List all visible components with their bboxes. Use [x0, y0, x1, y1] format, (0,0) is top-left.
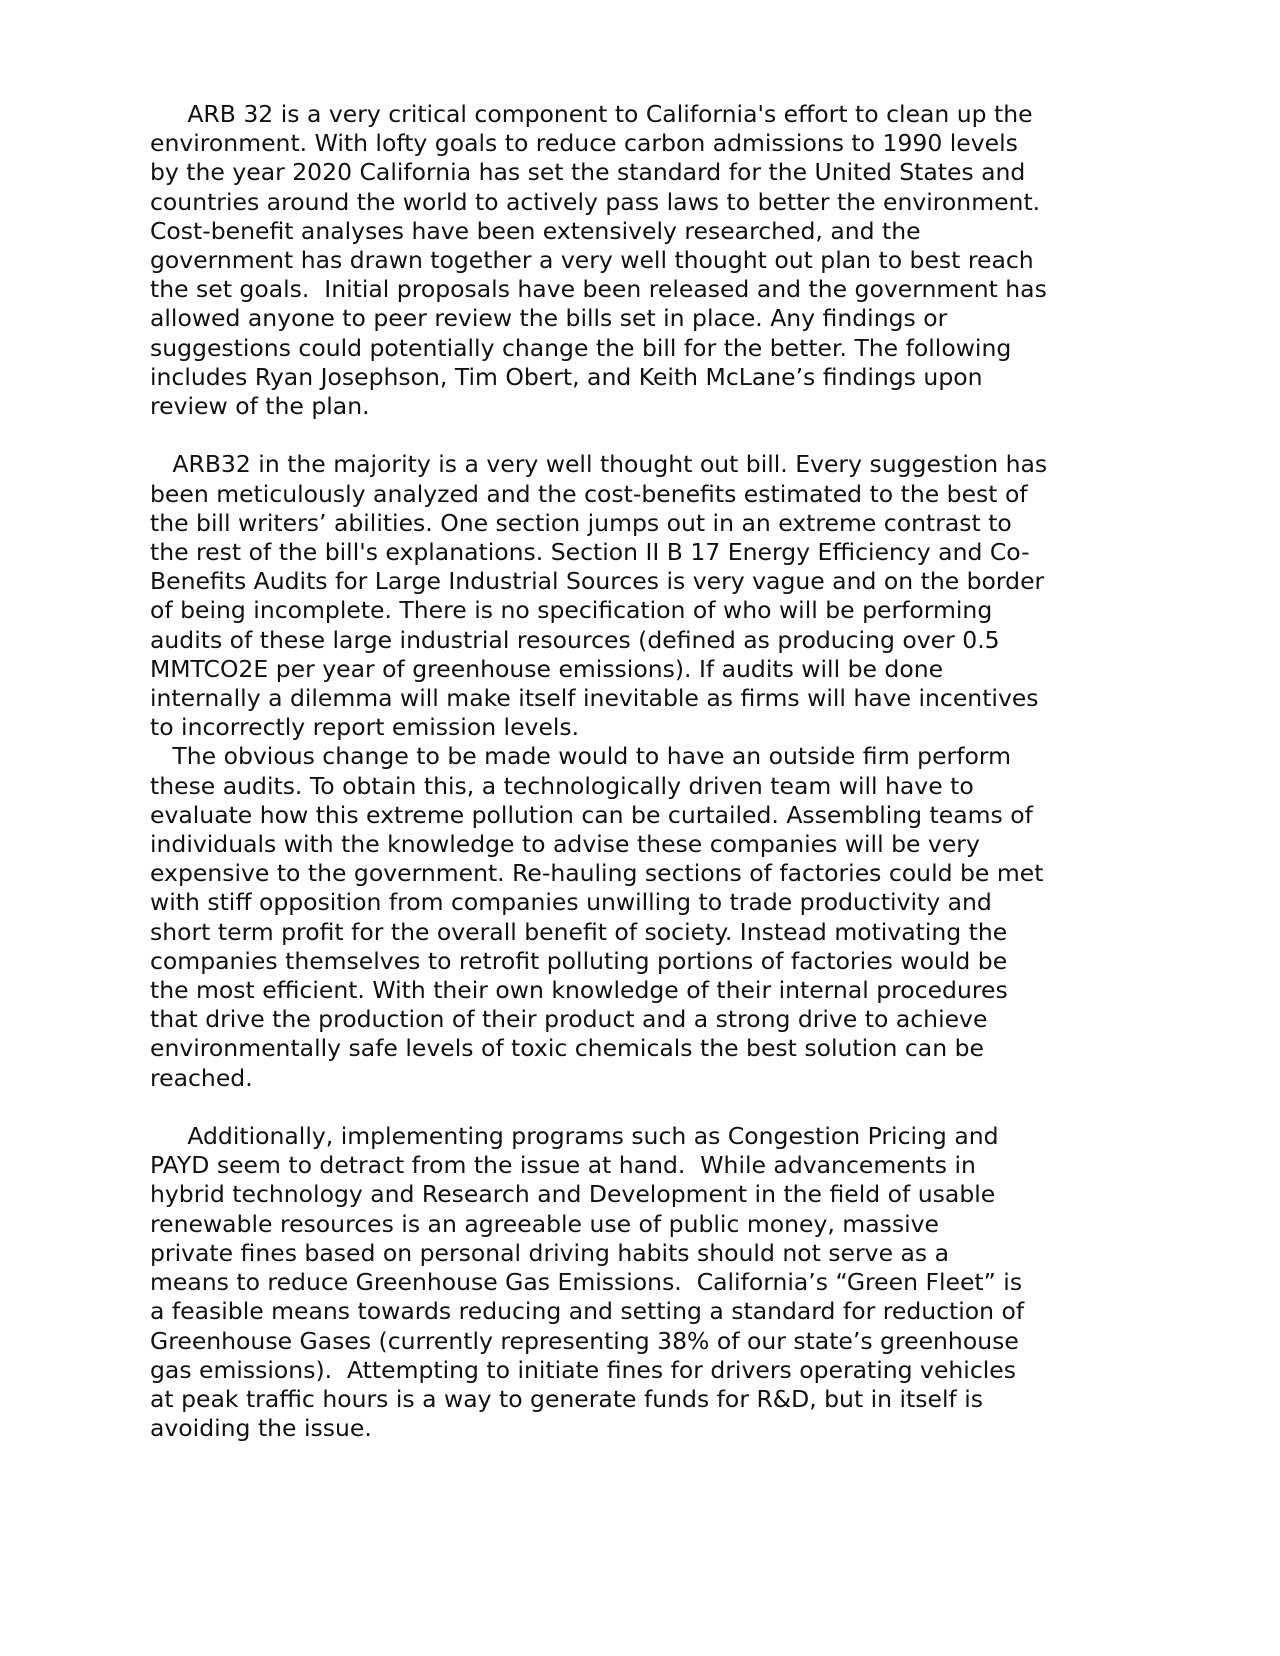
text-line: environment. With lofty goals to reduce carbon admissions to 1990 levels: [150, 129, 1018, 158]
paragraph-spacer: [150, 421, 1150, 450]
text-line: companies themselves to retrofit polluting portions of factories would be: [150, 946, 1008, 975]
text-line: environmentally safe levels of toxic chemicals the best solution can be: [150, 1034, 984, 1063]
text-line: ARB 32 is a very critical component to California's effort to clean up the: [150, 100, 1033, 128]
text-line: the rest of the bill's explanations. Section II B 17 Energy Efficiency and Co-: [150, 538, 1030, 567]
paragraph-spacer: [150, 1093, 1150, 1122]
text-line: Greenhouse Gases (currently representing 38% of our state’s greenhouse: [150, 1326, 1019, 1355]
text-line: audits of these large industrial resources (defined as producing over 0.5: [150, 625, 1000, 654]
text-line: renewable resources is an agreeable use of public money, massive: [150, 1209, 939, 1238]
text-line: means to reduce Greenhouse Gas Emissions. California’s “Green Fleet” is: [150, 1268, 1023, 1297]
text-line: government has drawn together a very well thought out plan to best reach: [150, 246, 1034, 275]
text-line: short term profit for the overall benefit of society. Instead motivating the: [150, 917, 1008, 946]
text-line: reached.: [150, 1063, 253, 1092]
text-line: by the year 2020 California has set the standard for the United States and: [150, 158, 1026, 187]
text-line: The obvious change to be made would to have an outside firm perform: [150, 742, 1012, 771]
text-line: been meticulously analyzed and the cost-benefits estimated to the best of: [150, 479, 1028, 508]
text-line: expensive to the government. Re-hauling sections of factories could be met: [150, 859, 1044, 888]
text-line: the set goals. Initial proposals have been released and the government has: [150, 275, 1047, 304]
text-line: Cost-benefit analyses have been extensively researched, and the: [150, 216, 921, 245]
text-line: MMTCO2E per year of greenhouse emissions). If audits will be done: [150, 654, 944, 683]
text-line: Benefits Audits for Large Industrial Sources is very vague and on the border: [150, 567, 1045, 596]
text-line: PAYD seem to detract from the issue at hand. While advancements in: [150, 1151, 976, 1180]
text-line: avoiding the issue.: [150, 1414, 372, 1443]
text-line: that drive the production of their product and a strong drive to achieve: [150, 1005, 988, 1034]
paragraph-section-critique: [150, 450, 1150, 742]
document-page: [150, 100, 1150, 1443]
text-line: these audits. To obtain this, a technologically driven team will have to: [150, 771, 974, 800]
text-line: with stiff opposition from companies unwilling to trade productivity and: [150, 888, 992, 917]
text-line: hybrid technology and Research and Development in the field of usable: [150, 1180, 996, 1209]
text-line: private fines based on personal driving habits should not serve as a: [150, 1238, 950, 1267]
text-line: to incorrectly report emission levels.: [150, 713, 580, 742]
text-line: internally a dilemma will make itself inevitable as firms will have incentives: [150, 684, 1039, 713]
text-line: of being incomplete. There is no specification of who will be performing: [150, 596, 993, 625]
text-line: review of the plan.: [150, 392, 370, 421]
paragraph-intro: [150, 100, 1150, 421]
text-line: ARB32 in the majority is a very well thought out bill. Every suggestion has: [150, 450, 1048, 479]
text-line: a feasible means towards reducing and setting a standard for reduction of: [150, 1297, 1025, 1326]
text-line: individuals with the knowledge to advise these companies will be very: [150, 830, 980, 859]
text-line: Additionally, implementing programs such as Congestion Pricing and: [150, 1122, 999, 1151]
text-line: the bill writers’ abilities. One section jumps out in an extreme contrast to: [150, 508, 1012, 537]
paragraph-congestion-pricing: [150, 1122, 1150, 1443]
text-line: at peak traffic hours is a way to generate funds for R&D, but in itself is: [150, 1384, 984, 1413]
text-line: countries around the world to actively pass laws to better the environment.: [150, 187, 1041, 216]
text-line: evaluate how this extreme pollution can be curtailed. Assembling teams of: [150, 800, 1033, 829]
text-line: allowed anyone to peer review the bills set in place. Any findings or: [150, 304, 948, 333]
text-line: suggestions could potentially change the bill for the better. The following: [150, 333, 1012, 362]
text-line: gas emissions). Attempting to initiate fines for drivers operating vehicles: [150, 1355, 1016, 1384]
text-line: includes Ryan Josephson, Tim Obert, and Keith McLane’s findings upon: [150, 362, 983, 391]
paragraph-proposed-change: [150, 742, 1150, 1092]
text-line: the most efficient. With their own knowledge of their internal procedures: [150, 976, 1008, 1005]
